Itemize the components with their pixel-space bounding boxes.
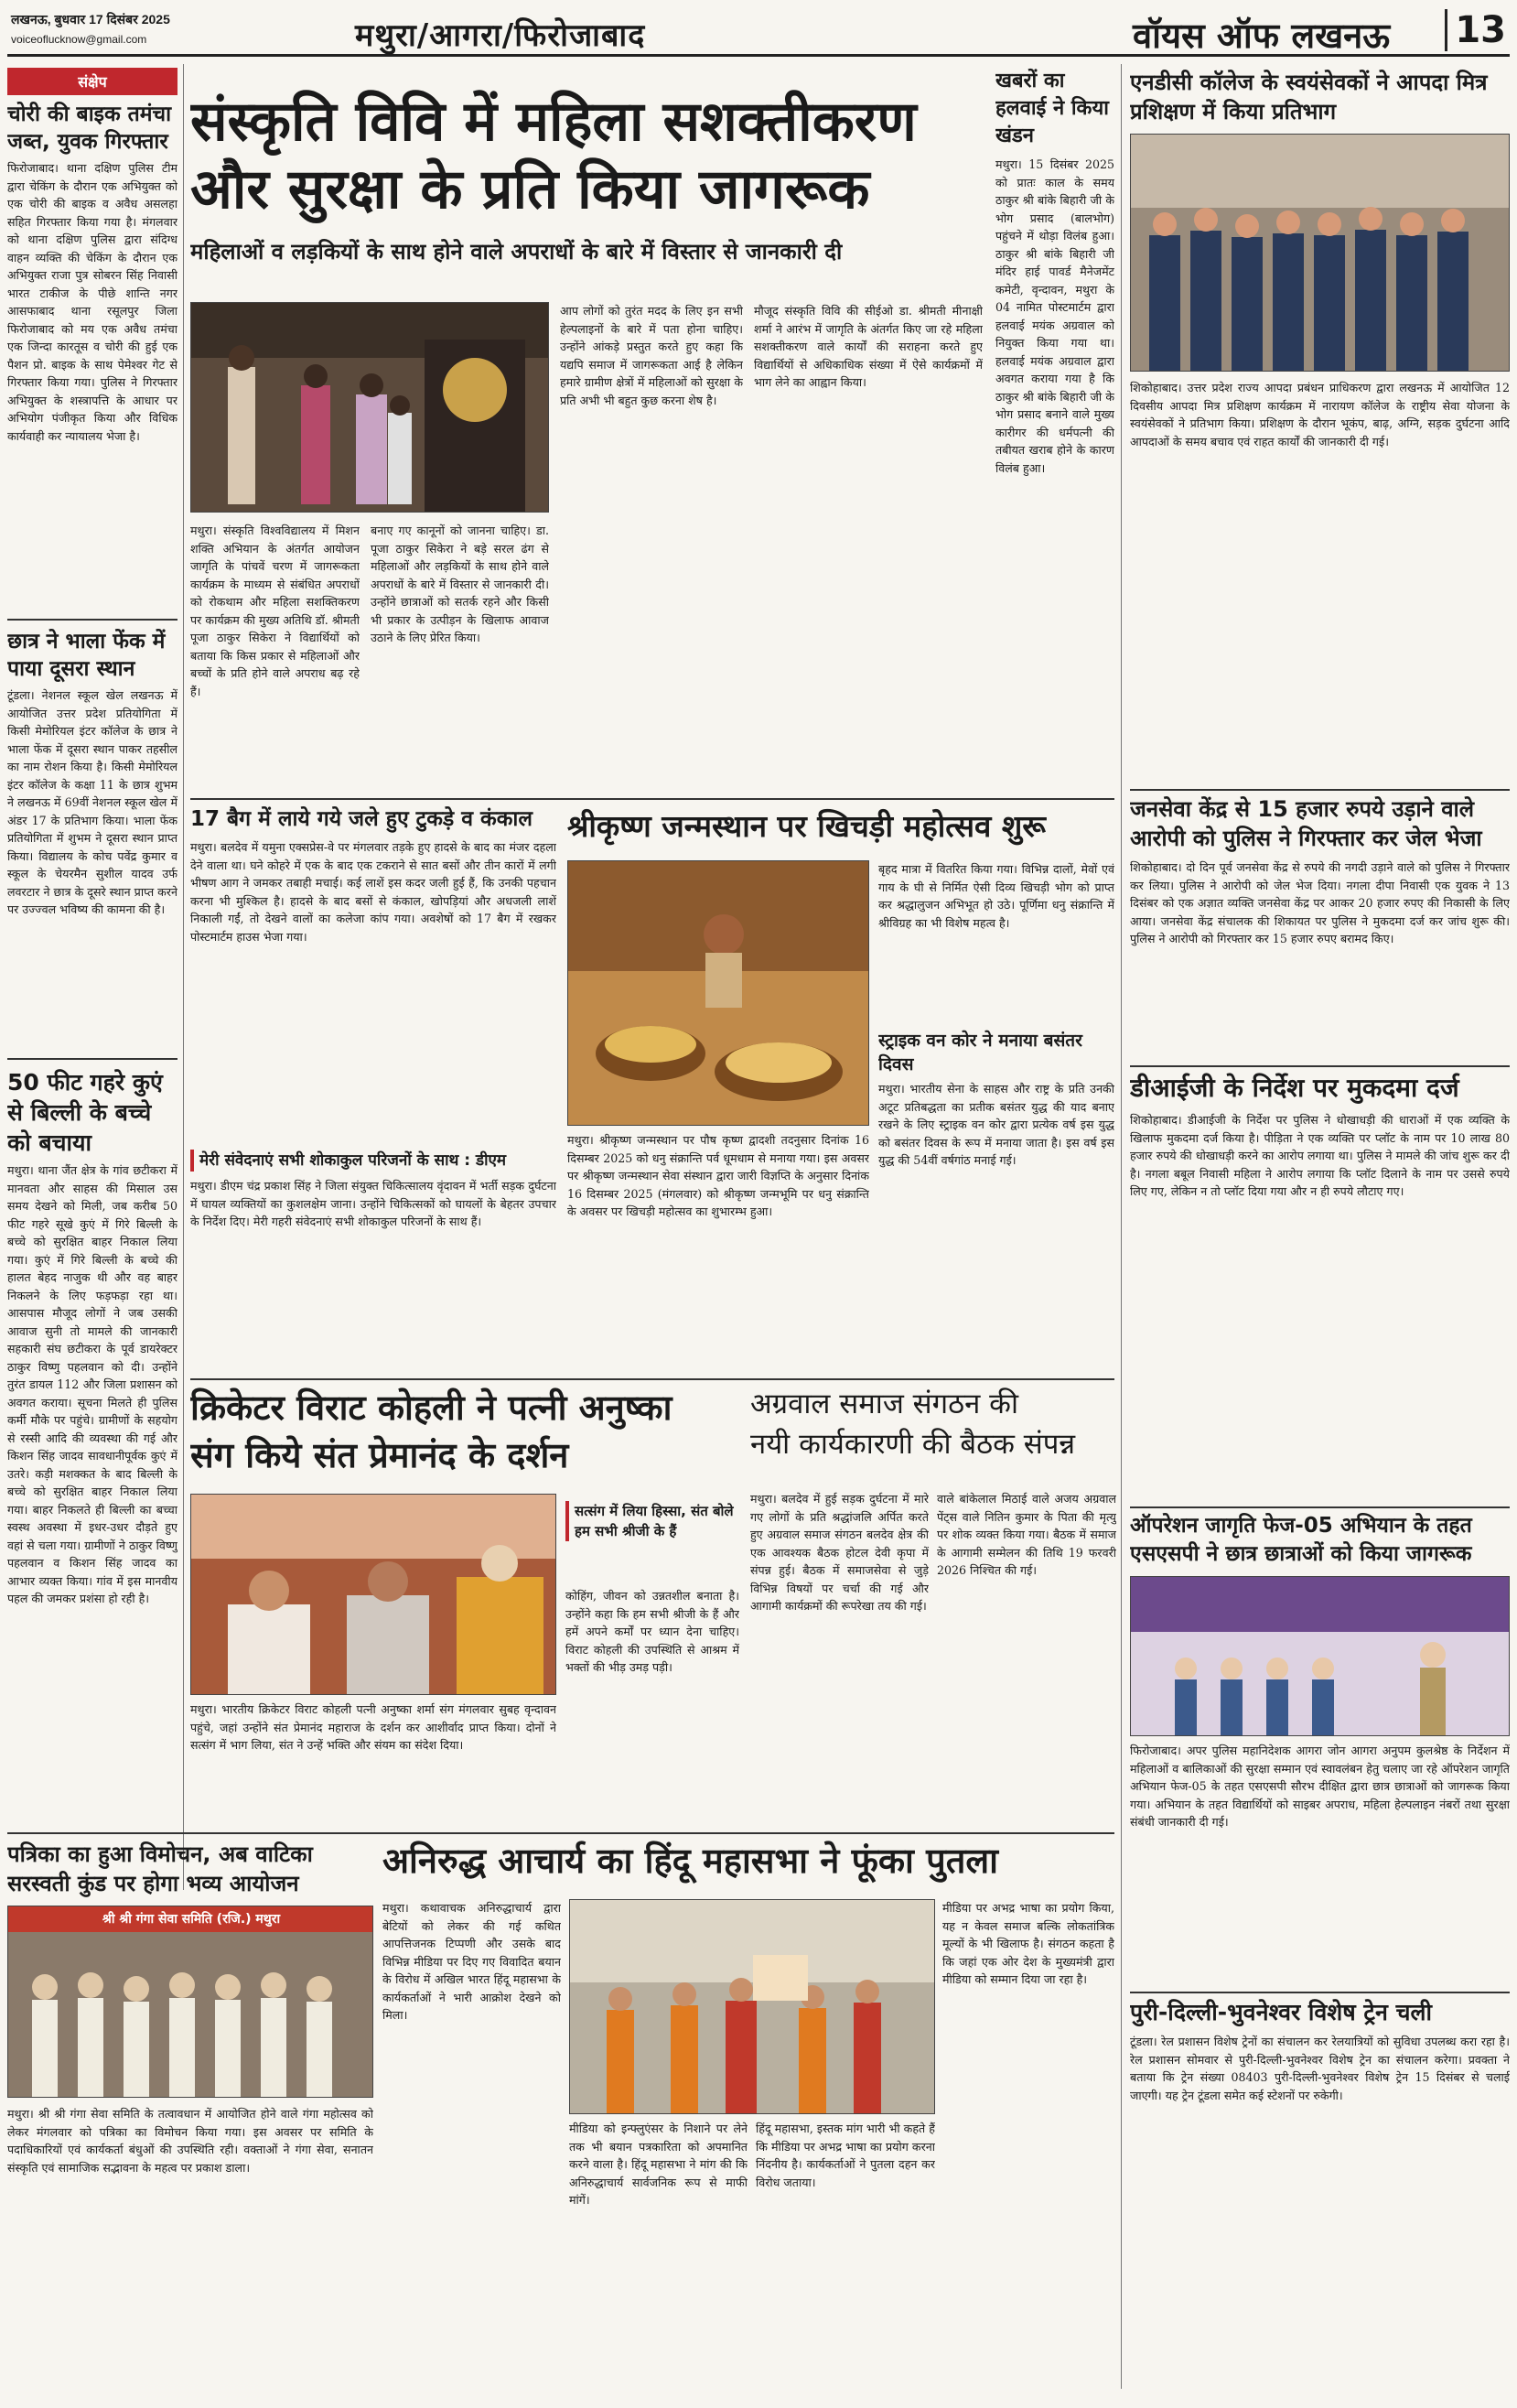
mahasabha-headline: अनिरुद्ध आचार्य का हिंदू महासभा ने फूंका पुतला (382, 1841, 998, 1881)
mahasabha-body-col3: हिंदू महासभा, इस्तक मांग भारी भी कहते हैं कि मीडिया पर अभद्र भाषा का प्रयोग करना निंदनीय है। कार्यकर्ताओं ने पुतला दहन कर विरोध जताया। (756, 2122, 935, 2189)
ncc-body: शिकोहाबाद। उत्तर प्रदेश राज्य आपदा प्रबंधन प्राधिकरण द्वारा लखनऊ में आयोजित 12 दिवसीय आपदा मित्र प्रशिक्षण कार्यक्रम में नारायण कॉलेज के राष्ट्रीय सेवा योजना के स्वयंसेवकों ने प्रतिभाग किया। प्रशिक्षण के दौरान भूकंप, बाढ़, अग्नि, सड़क दुर्घटना आदि आपदाओं के समय बचाव एवं राहत कार्यों की जानकारी दी गई। (1130, 381, 1510, 448)
kohli-headline: क्रिकेटर विराट कोहली ने पत्नी अनुष्का (190, 1388, 672, 1428)
lead-body-col4: मौजूद संस्कृति विवि की सीईओ डा. श्रीमती मीनाक्षी शर्मा ने आरंभ में जागृति के अंतर्गत किए जा रहे महिला सशक्तीकरण वाले कार्यों की सराहना करते हुए विद्यार्थियों से अधिकाधिक संख्या में ऐसे कार्यक्रमों में भाग लेने का आह्वान किया। (754, 304, 983, 389)
kohli-body-col2: कोहिंग, जीवन को उन्नतशील बनाता है। उन्होंने कहा कि हम सभी श्रीजी के हैं और हमें अपने कर्मों पर ध्यान देना चाहिए। विराट कोहली की उपस्थिति से आश्रम में भक्तों की भीड़ उमड़ पड़ी। (565, 1589, 739, 1674)
ncc-headline: एनडीसी कॉलेज के स्वयंसेवकों ने आपदा मित्र प्रशिक्षण में किया प्रतिभाग (1130, 70, 1488, 124)
kohli-headline-block (190, 1384, 739, 1489)
brief-body: टूंडला। नेशनल स्कूल खेल लखनऊ में आयोजित उत्तर प्रदेश प्रतियोगिता में किसी मेमोरियल इंटर कॉलेज के छात्र ने भाला फेंक में दूसरा स्थान पाकर तहसील का नाम रोशन किया है। किसी मेमोरियल इंटर कॉलेज के कक्षा 11 के छात्र शुभम ने लखनऊ में 69वीं नेशनल स्कूल खेल में अंडर 17 के प्रतिभाग किया। भाला फेंक प्रतियोगिता में शुभम ने दूसरा स्थान प्राप्त किया। विद्यालय के कोच पवेंद्र कुमार व स्कूल के चेयरमैन सुशील यादव उर्फ लवरटार ने छात्र के दूसरे स्थान प्राप्त करने पर उज्ज्वल भविष्य की कामना की है। (7, 688, 178, 916)
jagriti-body: फिरोजाबाद। अपर पुलिस महानिदेशक आगरा जोन आगरा अनुपम कुलश्रेष्ठ के निर्देशन में महिलाओं व बालिकाओं की सुरक्षा सम्मान एवं स्वावलंबन हेतु चलाए जा रहे ऑपरेशन जागृति अभियान फेज-05 के तहत एसएसपी सौरभ दीक्षित द्वारा छात्र छात्राओं को जागरूक किया गया। अभियान के तहत विद्यार्थियों को साइबर अपराध, महिला हेल्पलाइन नंबरों तथा सुरक्षा संबंधी जानकारी दी गई। (1130, 1744, 1510, 1829)
khichdi-body-col2: बृहद मात्रा में वितरित किया गया। विभिन्न दालों, मेवों एवं गाय के घी से निर्मित ऐसी दिव्य खिचड़ी भोग को प्राप्त कर श्रद्धालुजन अभिभूत हो उठे। पूर्णिमा धनु संक्रान्ति में श्रीविग्रह का भी विशेष महत्व है। (878, 862, 1114, 930)
lead-headline-block (190, 88, 986, 298)
jagriti-headline: ऑपरेशन जागृति फेज-05 अभियान के तहत एसएसपी ने छात्र छात्राओं को किया जागरूक (1130, 1514, 1472, 1566)
mahasabha-body-col4: मीडिया पर अभद्र भाषा का प्रयोग किया, यह न केवल समाज बल्कि लोकतांत्रिक मूल्यों के भी खिलाफ है। संगठन कहता है कि जहां एक ओर देश के मुख्यमंत्री द्वारा मीडिया को सम्मान दिया जा रहा है। (942, 1901, 1114, 1986)
brief-headline: छात्र ने भाला फेंक में पाया दूसरा स्थान (7, 630, 166, 681)
dig-headline: डीआईजी के निर्देश पर मुकदमा दर्ज (1130, 1073, 1459, 1103)
khichdi-body-col1: मथुरा। श्रीकृष्ण जन्मस्थान पर पौष कृष्ण द्वादशी तदनुसार दिनांक 16 दिसम्बर 2025 को धनु संक्रान्ति पर्व धूमधाम से मनाया गया। इस अवसर पर श्रीकृष्ण जन्मस्थान सेवा संस्थान द्वारा जारी विज्ञप्ति के अनुसार दिनांक 16 दिसम्बर 2025 (मंगलवार) को श्रीकृष्ण जन्मभूमि पर धनु संक्रान्ति के अवसर पर खिचड़ी महोत्सव का शुभारम्भ हुआ। (567, 1133, 869, 1218)
patrika-photo (7, 1906, 373, 2098)
kohli-headline: संग किये संत प्रेमानंद के दर्शन (190, 1435, 569, 1475)
brief-headline: 50 फीट गहरे कुएं से बिल्ली के बच्चे को बचाया (7, 1069, 163, 1156)
kohli-pullquote (565, 1501, 739, 1583)
briefs-tag: संक्षेप (7, 68, 178, 95)
jansewa-headline: जनसेवा केंद्र से 15 हजार रुपये उड़ाने वाले आरोपी को पुलिस ने गिरफ्तार कर जेल भेजा (1130, 796, 1482, 851)
patrika-banner: श्री श्री गंगा सेवा समिति (रजि.) मथुरा (8, 1906, 373, 1932)
train-story (1130, 1997, 1510, 2400)
agrawal-body-col2: वाले बांकेलाल मिठाई वाले अजय अग्रवाल पेंट्स वाले नितिन कुमार के पिता की मृत्यु पर शोक व्यक्त किया गया। बैठक में समाज के आगामी सम्मेलन की तिथि 19 फरवरी 2026 निश्चित की गई। (937, 1492, 1116, 1577)
lead-headline: और सुरक्षा के प्रति किया जागरूक (190, 157, 870, 221)
lead-subhead: महिलाओं व लड़कियों के साथ होने वाले अपराधों के बारे में विस्तार से जानकारी दी (190, 239, 843, 265)
lead-photo-illustration (191, 303, 549, 513)
dm-quote-body: मथुरा। डीएम चंद्र प्रकाश सिंह ने जिला संयुक्त चिकित्सालय वृंदावन में भर्ती सड़क दुर्घटना में घायल व्यक्तियों का कुशलक्षेम जाना। उन्होंने चिकित्सकों को घायलों के बेहतर उपचार के निर्देश दिए। मेरी गहरी संवेदनाएं सभी शोकाकुल परिजनों के साथ हैं। (190, 1179, 556, 1228)
lead-body-col1: मथुरा। संस्कृति विश्वविद्यालय में मिशन शक्ति अभियान के अंतर्गत आयोजन जागृति के पांचवें चरण में जागरूकता कार्यक्रम के माध्यम से संबंधित अपराधों को रोकथाम और महिला सशक्तिकरण पर कार्यक्रम की मुख्य अतिथि डॉ. श्रीमती पूजा ठाकुर सिकेरा ने विद्यार्थियों को बताया कि किस प्रकार से महिलाओं और बच्चों के प्रति होने वाले अपराध बढ़ रहे हैं। (190, 524, 360, 698)
bags-headline: 17 बैग में लाये गये जले हुए टुकड़े व कंकाल (190, 807, 533, 831)
brief-body: मथुरा। थाना जैंत क्षेत्र के गांव छटीकरा में मानवता और साहस की मिसाल उस समय देखने को मिली, जब करीब 50 फीट गहरे सूखे कुएं में गिरे बिल्ली के बच्चे को सुरक्षित बाहर निकाल लिया गया। कुएं में गिरे बिल्ली के बच्चे की हालत बेहद नाजुक थी और वह बाहर निकलने के लिए फड़फड़ा रहा था। आसपास मौजूद लोगों ने जब उसकी आवाज सुनी तो मामले की जानकारी सहकारी संघ छटीकरा के पूर्व डायरेक्टर ठाकुर विष्णु पहलवान को दी। उन्होंने तुरंत डायल 112 और जिला प्रशासन को अवगत कराया। सूचना मिलते ही पुलिस कर्मी मौके पर पहुंचे। ग्रामीणों के सहयोग से रस्सी आदि की व्यवस्था की गई और किशन सिंह जादव सावधानीपूर्वक कुएं में उतरे। कड़ी मशक्कत के बाद बिल्ली के बच्चे को सुरक्षित बाहर निकाल लिया गया। बाहर निकलते ही बिल्ली का बच्चा स्वस्थ अवस्था में इधर-उधर दौड़ते हुए वहां से चला गया। ग्रामीणों ने ठाकुर विष्णु पहलवान व किशन सिंह जादव का आभार व्यक्त किया। गांव में इस मानवीय पहल की जमकर प्रशंसा हो रही है। (7, 1163, 178, 1605)
khichdi-photo (567, 860, 869, 1126)
jansewa-story (1130, 794, 1510, 1060)
jagriti-story (1130, 1512, 1510, 1988)
bags-story (190, 805, 556, 1373)
lead-headline: संस्कृति विवि में महिला सशक्तीकरण (190, 90, 917, 154)
agrawal-headline-block (750, 1384, 1116, 1485)
page-number: 13 (1445, 9, 1506, 51)
khichdi-headline: श्रीकृष्ण जन्मस्थान पर खिचड़ी महोत्सव शुरू (567, 808, 1046, 844)
strike-corps-headline: स्ट्राइक वन कोर ने मनाया बसंतर दिवस (878, 1031, 1082, 1074)
agrawal-headline: नयी कार्यकारणी की बैठक संपन्न (750, 1428, 1075, 1461)
jagriti-photo (1130, 1576, 1510, 1736)
mahasabha-body-col1: मथुरा। कथावाचक अनिरुद्धाचार्य द्वारा बेटियों को लेकर की गई कथित आपत्तिजनक टिप्पणी और उसके बाद विभिन्न मीडिया पर दिए गए विवादित बयान के विरोध में अखिल भारत हिंदू महासभा के कार्यकर्ताओं ने भारी आक्रोश देखने को मिला। (382, 1901, 561, 2022)
train-headline: पुरी-दिल्ली-भुवनेश्वर विशेष ट्रेन चली (1130, 1999, 1432, 2025)
patrika-story (7, 1840, 373, 2398)
rumour-headline: खबरों का हलवाई ने किया खंडन (995, 70, 1109, 147)
brief-headline: चोरी की बाइक तमंचा जब्त, युवक गिरफ्तार (7, 103, 172, 154)
mahasabha-body-col2: मीडिया को इन्फ्लुएंसर के निशाने पर लेने तक भी बयान पत्रकारिता को अपमानित करने वाला है। हिंदू महासभा ने मांग की कि अनिरुद्धाचार्य सार्वजनिक रूप से माफी मांगें। (569, 2122, 748, 2207)
ncc-photo-illustration (1131, 135, 1510, 372)
lead-body-col2: बनाए गए कानूनों को जानना चाहिए। डा. पूजा ठाकुर सिकेरा ने बड़े सरल ढंग से महिलाओं और लड़कियों के साथ होने वाले अपराधों के बारे में विस्तार से जानकारी दी। उन्होंने छात्राओं को सतर्क रहने और किसी भी प्रकार के उत्पीड़न के खिलाफ आवाज उठाने के लिए प्रेरित किया। (371, 524, 549, 644)
bags-body: मथुरा। बलदेव में यमुना एक्सप्रेस-वे पर मंगलवार तड़के हुए हादसे के बाद का मंजर दहला देने वाला था। घने कोहरे में एक के बाद एक टकराने से सात बसों और तीन कारों में लगी भीषण आग ने जमकर तबाही मचाई। कई लाशें इस कदर जली हुई हैं, कि उनकी पहचान करना भी मुश्किल है। हादसे के बाद बसों से कंकाल, खोपड़ियां और अधजली लाशें निकाली गईं, तो देखने वालों का कलेजा कांप गया। अवशेषों को 17 बैग में रखकर पोस्टमार्टम हाउस भेजा गया। (190, 840, 556, 944)
dm-quote-heading: मेरी संवेदनाएं सभी शोकाकुल परिजनों के साथ : डीएम (190, 1150, 556, 1172)
kohli-photo (190, 1494, 556, 1695)
patrika-photo-illustration (8, 1932, 373, 2098)
rumour-story (995, 68, 1114, 800)
masthead (7, 5, 1510, 57)
jansewa-body: शिकोहाबाद। दो दिन पूर्व जनसेवा केंद्र से रुपये की नगदी उड़ाने वाले को पुलिस ने गिरफ्तार कर लिया। पुलिस ने आरोपी को जेल भेज दिया। नगला दीपा निवासी एक युवक ने 13 दिसंबर को एक अज्ञात व्यक्ति जनसेवा केंद्र पर आकर 20 हजार रुपए की निकासी के लिए आया। जनसेवा केंद्र संचालक की शिकायत पर पुलिस ने मुकदमा दर्ज कर जांच शुरू की। पुलिस ने आरोपी को गिरफ्तार कर 15 हजार रुपए बरामद किए। (1130, 860, 1510, 945)
patrika-headline: पत्रिका का हुआ विमोचन, अब वाटिका सरस्वती कुंड पर होगा भव्य आयोजन (7, 1841, 313, 1896)
kohli-body-col1: मथुरा। भारतीय क्रिकेटर विराट कोहली पत्नी अनुष्का शर्मा संग मंगलवार सुबह वृन्दावन पहुंचे, जहां उन्होंने संत प्रेमानंद महाराज के दर्शन कर आशीर्वाद प्राप्त किया। दोनों ने सत्संग में भाग लिया, संत ने उन्हें भक्ति और संयम का संदेश दिया। (190, 1702, 556, 1752)
kohli-photo-illustration (191, 1495, 556, 1695)
paper-logo: वॉयस ऑफ लखनऊ (1133, 16, 1391, 56)
mahasabha-headline-block (382, 1840, 1114, 1895)
patrika-body: मथुरा। श्री श्री गंगा सेवा समिति के तत्वावधान में आयोजित होने वाले गंगा महोत्सव को लेकर मंगलवार को पत्रिका का विमोचन किया गया। इस अवसर पर समिति के पदाधिकारियों एवं कार्यकर्ता बंधुओं की उपस्थिति रही। वक्ताओं ने गंगा सेवा, सनातन संस्कृति एवं सामाजिक सद्भावना के महत्व पर प्रकाश डाला। (7, 2107, 373, 2175)
kohli-pullquote-text: सत्संग में लिया हिस्सा, संत बोले हम सभी श्रीजी के हैं (565, 1501, 739, 1541)
strike-corps-body: मथुरा। भारतीय सेना के साहस और राष्ट्र के प्रति उनकी अटूट प्रतिबद्धता का प्रतीक बसंतर युद्ध की याद बनाए रखने के लिए स्ट्राइक वन कोर द्वारा प्रत्येक वर्ष इस युद्ध को बसंतर दिवस के रूप में मनाया जाता है। इस वर्ष इस युद्ध की 54वीं वर्षगांठ मनाई गई। (878, 1082, 1114, 1167)
brief-body: फिरोजाबाद। थाना दक्षिण पुलिस टीम द्वारा चेकिंग के दौरान एक अभियुक्त को एक चोरी की बाइक व अवैध असलहा सहित गिरफ्तार किया गया है। मंगलवार को थाना दक्षिण पुलिस द्वारा संदिग्ध वाहन व्यक्ति की चेकिंग के दौरान एक अभियुक्त राजा पुत्र सोबरन सिंह निवासी भारत टाकीज के पीछे शान्ति नगर आसफाबाद थाना रसूलपुर जिला फिरोजाबाद को मय एक अवैध तमंचा एक जिन्दा कारतूस व चोरी की हुई एक पैशन प्रो. बाइक के साथ पेमेश्वर गेट से गिरफ्तार किया गया। पुलिस ने गिरफ्तार अभियुक्त के शस्त्रापत्ति के आधार पर अभियोग पंजीकृत किया और विधिक कार्यवाही कर न्यायालय भेजा है। (7, 161, 178, 443)
train-body: टूंडला। रेल प्रशासन विशेष ट्रेनों का संचालन कर रेलयात्रियों को सुविधा उपलब्ध करा रहा है। रेल प्रशासन सोमवार से पुरी-दिल्ली-भुवनेश्वर विशेष ट्रेन का संचालन करेगा। प्रवक्ता ने बताया कि ट्रेन संख्या 08403 पुरी-दिल्ली-भुवनेश्वर विशेष ट्रेन 15 दिसंबर से चलाई जाएगी। यह ट्रेन टूंडला समेत कई स्टेशनों पर रुकेगी। (1130, 2035, 1510, 2102)
website-text: voiceoflucknow@gmail.com (11, 33, 147, 46)
mahasabha-photo-illustration (570, 1900, 935, 2114)
mahasabha-photo (569, 1899, 935, 2114)
jagriti-photo-illustration (1131, 1577, 1510, 1736)
ncc-photo (1130, 134, 1510, 372)
briefs-column (7, 68, 178, 1889)
dig-body: शिकोहाबाद। डीआईजी के निर्देश पर पुलिस ने धोखाधड़ी की धाराओं में एक व्यक्ति के खिलाफ मुकदमा दर्ज किया है। पीड़िता ने एक व्यक्ति पर प्लॉट के नाम पर 10 लाख 80 हजार रुपये की धोखाधड़ी करने का आरोप लगाया था। पुलिस ने मामले की जांच शुरू कर दी है। नगला बबूल निवासी महिला ने आरोप लगाया कि प्लॉट दिलाने के नाम पर उससे रुपये लिए गए, लेकिन न तो प्लॉट दिया गया और न ही रुपये लौटाए गए। (1130, 1113, 1510, 1198)
agrawal-body-col1: मथुरा। बलदेव में हुई सड़क दुर्घटना में मारे गए लोगों के प्रति श्रद्धांजलि अर्पित करते हुए अग्रवाल समाज संगठन बलदेव क्षेत्र की एक आवश्यक बैठक होटल देवी कृपा में संपन्न हुई। बैठक में समाजसेवा से जुड़े विभिन्न विषयों पर चर्चा की गई और आगामी कार्यक्रमों की रूपरेखा तय की गई। (750, 1492, 929, 1613)
khichdi-headline-block (567, 805, 1116, 860)
date-line: लखनऊ, बुधवार 17 दिसंबर 2025 (11, 12, 170, 27)
dig-story (1130, 1071, 1510, 1501)
rumour-body: मथुरा। 15 दिसंबर 2025 को प्रातः काल के समय ठाकुर श्री बांके बिहारी जी के भोग प्रसाद (बालभोग) पहुंचने में थोड़ा विलंब हुआ। ठाकुर श्री बांके बिहारी जी मंदिर हाई पावर्ड मैनेजमेंट कमेटी, वृन्दावन, मथुरा के 04 नामित पोस्टमार्टम द्वारा हलवाई मयंक अग्रवाल को नियुक्त किया गया था। हलवाई मयंक अग्रवाल द्वारा अवगत कराया गया है कि ठाकुर श्री बांके बिहारी जी के भोग प्रसाद बनाने वाले मुख्य कारीगर की धर्मपत्नी की तबीयत खराब होने के कारण विलंब हुआ। (995, 157, 1114, 475)
strike-corps-story (878, 1029, 1114, 1413)
ncc-story (1130, 68, 1510, 782)
lead-body-col3: आप लोगों को तुरंत मदद के लिए इन सभी हेल्पलाइनों के बारे में पता होना चाहिए। उन्होंने आंकड़े प्रस्तुत करते हुए कहा कि यद्यपि समाज में जागरूकता आई है लेकिन हमारे ग्रामीण क्षेत्रों में महिलाओं को सुरक्षा के प्रति अभी भी बहुत कुछ करना शेष है। (560, 304, 743, 407)
edition-title: मथुरा/आगरा/फिरोजाबाद (355, 17, 646, 54)
khichdi-photo-illustration (568, 861, 869, 1126)
agrawal-headline: अग्रवाल समाज संगठन की (750, 1388, 1018, 1420)
lead-photo (190, 302, 549, 513)
